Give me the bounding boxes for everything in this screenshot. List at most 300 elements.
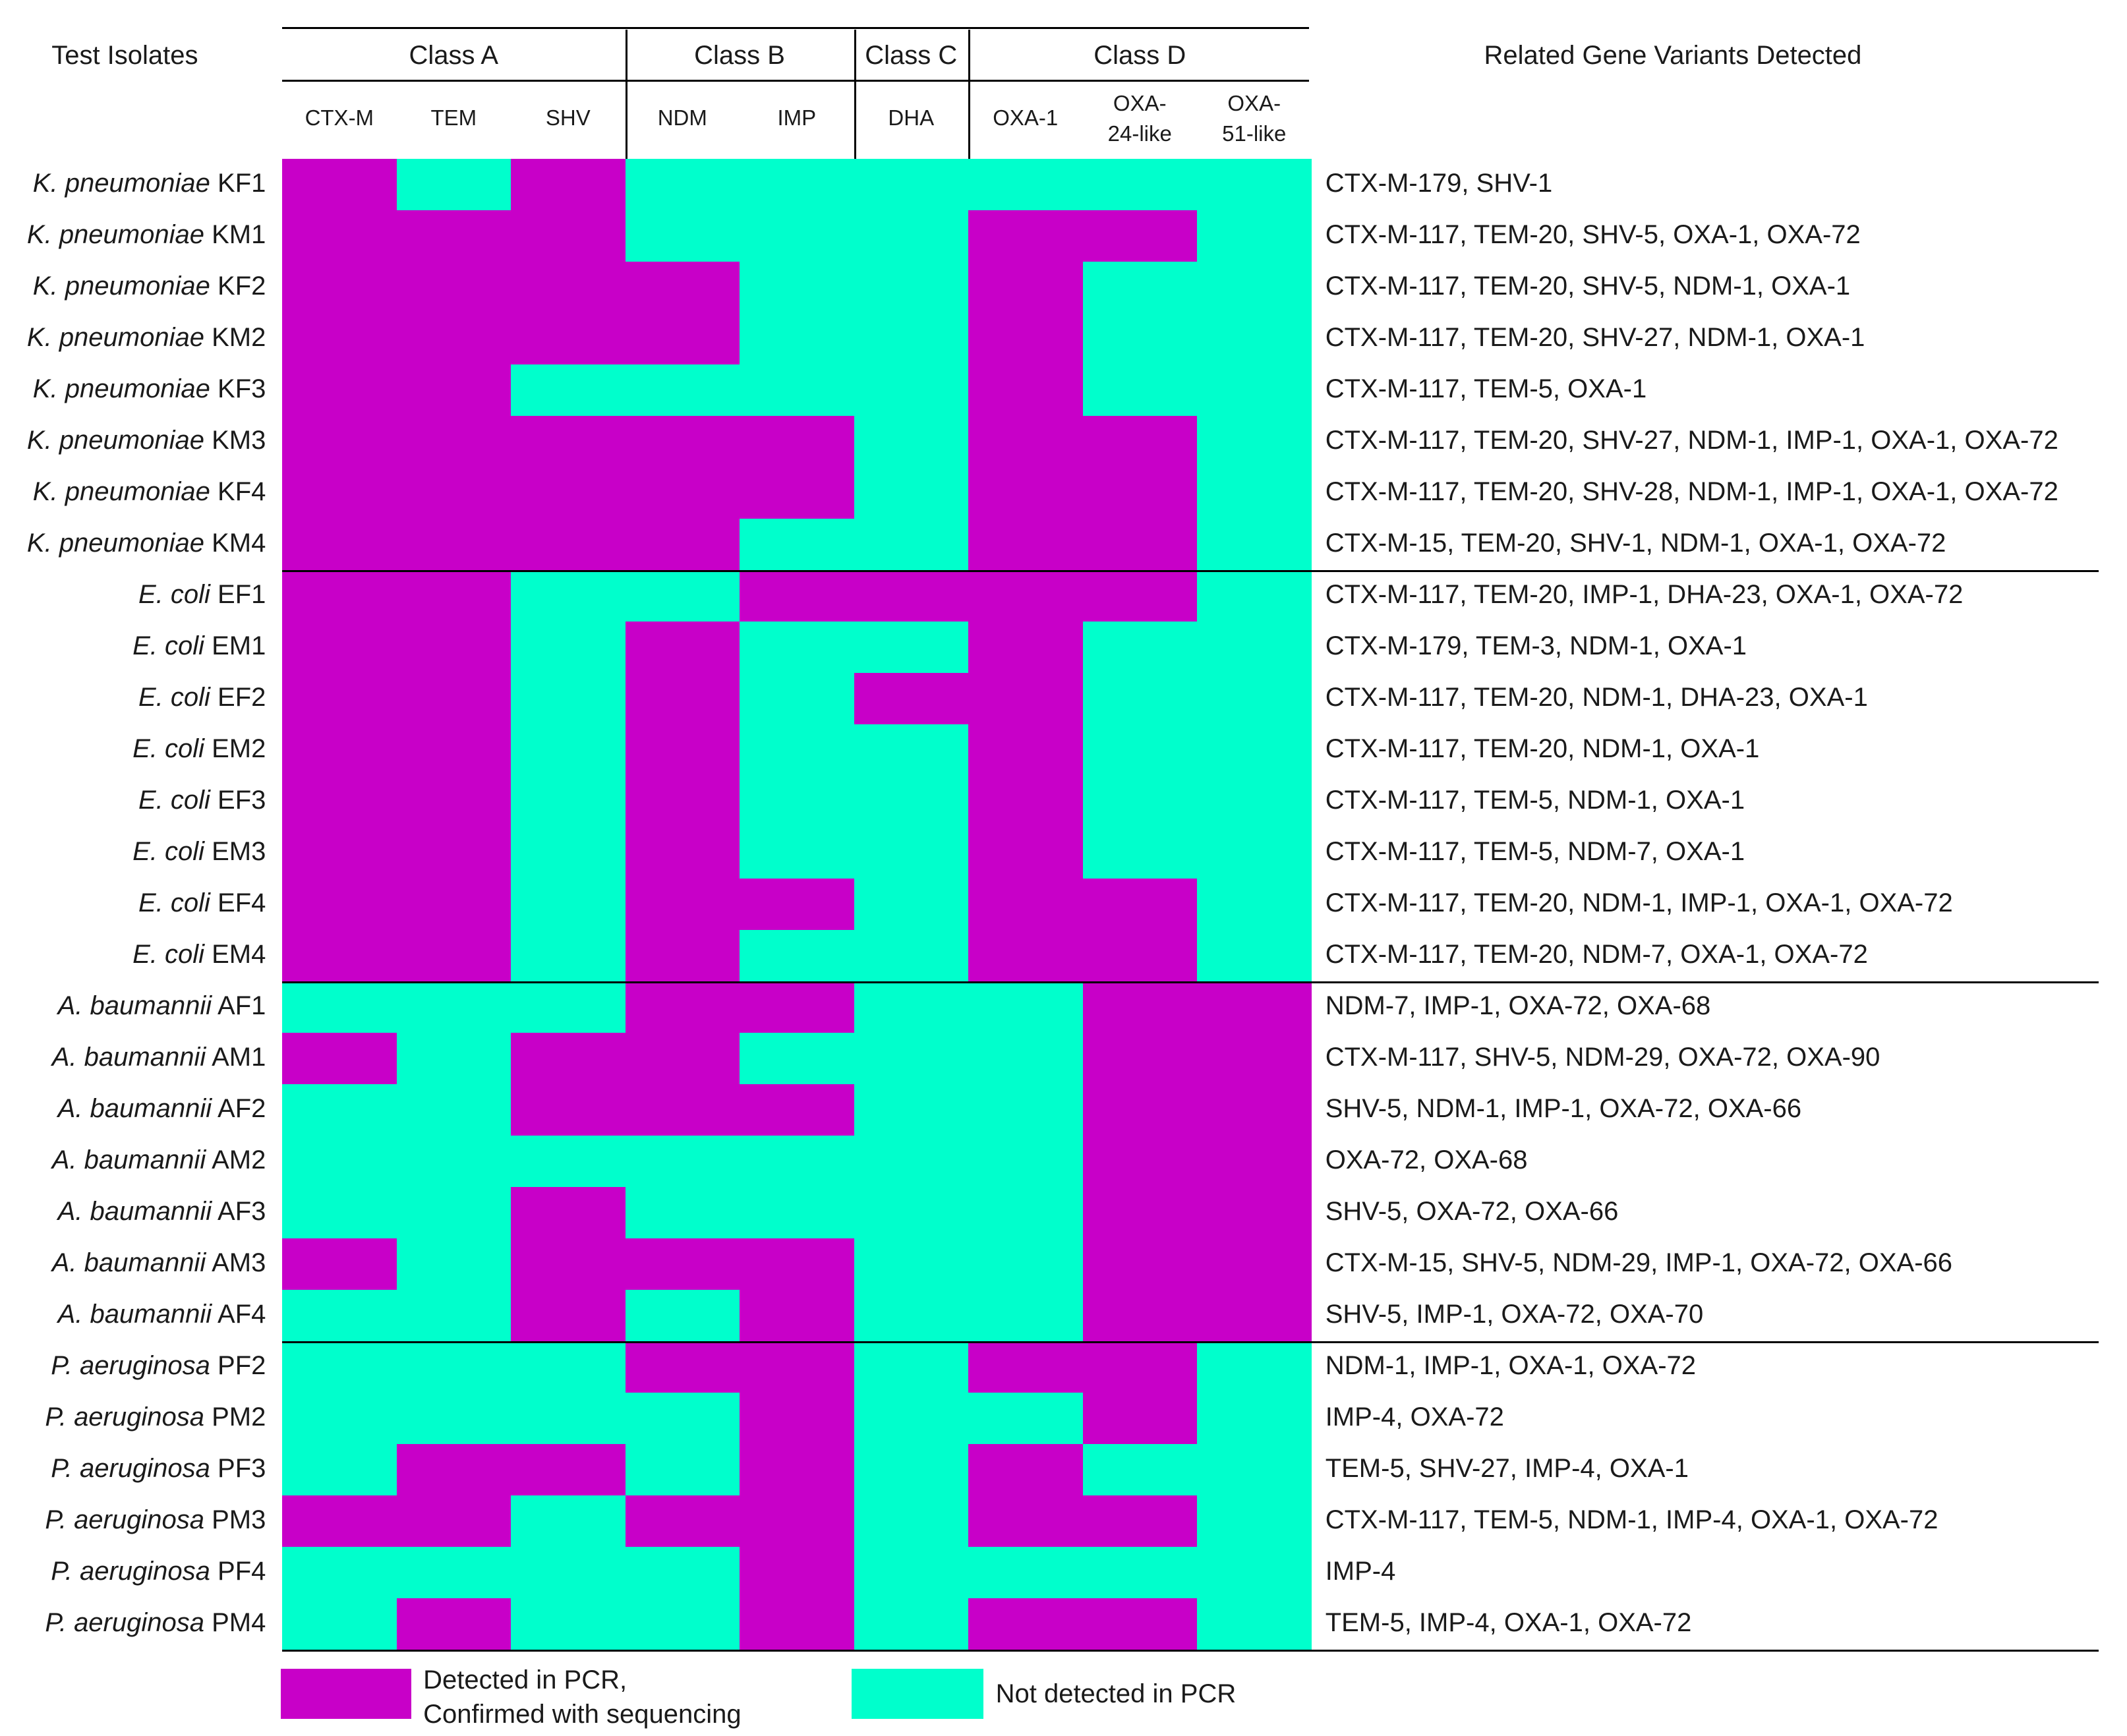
heatmap-cell (968, 1238, 1083, 1290)
class-divider (626, 30, 627, 159)
heatmap-cell (740, 570, 854, 622)
isolate-species: A. baumannii (57, 1299, 212, 1329)
isolate-id: PM4 (212, 1607, 266, 1637)
heatmap-cell (282, 519, 397, 571)
legend-detected-line: Detected in PCR, (423, 1665, 627, 1695)
heatmap-cell (282, 1444, 397, 1496)
heatmap-cell (1197, 1495, 1312, 1548)
isolate-label (33, 374, 266, 404)
heatmap-cell (968, 1290, 1083, 1342)
heatmap-cell (854, 930, 969, 982)
heatmap-cell (397, 981, 511, 1033)
class-header: Class B (694, 40, 785, 70)
isolate-label (51, 1351, 266, 1381)
heatmap-cell (511, 673, 626, 725)
heatmap-cell (397, 1547, 511, 1599)
isolate-label (132, 631, 266, 661)
heatmap-cell (1083, 1033, 1198, 1085)
heatmap-cell (968, 1393, 1083, 1445)
heatmap-cell (626, 622, 740, 674)
heatmap-cell (1083, 776, 1198, 828)
gene-header-line: SHV (545, 105, 591, 130)
isolate-id: EM2 (212, 734, 266, 763)
heatmap-cell (511, 467, 626, 519)
heatmap-cell (626, 1598, 740, 1650)
heatmap-cell (511, 776, 626, 828)
heatmap-cell (1083, 1238, 1198, 1290)
heatmap-cell (1197, 1187, 1312, 1239)
heatmap-cell (1197, 1290, 1312, 1342)
heatmap-cell (740, 673, 854, 725)
heatmap-cell (968, 776, 1083, 828)
heatmap-cell (1197, 1393, 1312, 1445)
heatmap-cell (740, 519, 854, 571)
isolate-label (51, 1454, 266, 1484)
isolate-label (138, 580, 266, 610)
heatmap-cell (626, 210, 740, 262)
group-divider (282, 570, 2099, 572)
heatmap-cell (282, 622, 397, 674)
isolate-id: AM3 (212, 1248, 266, 1277)
heatmap-cell (511, 1547, 626, 1599)
isolate-species: E. coli (132, 836, 204, 866)
heatmap-cell (1197, 827, 1312, 879)
heatmap-cell (511, 622, 626, 674)
heatmap-cell (1083, 467, 1198, 519)
isolate-id: KF3 (218, 374, 266, 403)
gene-header (1197, 88, 1311, 149)
legend-not-detected-label (996, 1677, 1237, 1711)
legend-detected-label (423, 1663, 741, 1731)
heatmap-cell (1083, 262, 1198, 314)
heatmap-cell (1197, 622, 1312, 674)
heatmap-cell (854, 1444, 969, 1496)
heatmap-cell (282, 1495, 397, 1548)
heatmap-cell (740, 1033, 854, 1085)
heatmap-cell (740, 1598, 854, 1650)
heatmap-cell (397, 724, 511, 776)
heatmap-cell (968, 364, 1083, 417)
heatmap-cell (1083, 1547, 1198, 1599)
heatmap-cell (282, 467, 397, 519)
heatmap-cell (397, 570, 511, 622)
heatmap-cell (968, 981, 1083, 1033)
variant-list: IMP-4 (1325, 1556, 1396, 1586)
variants-header: Related Gene Variants Detected (1484, 40, 1862, 70)
heatmap-cell (626, 673, 740, 725)
heatmap-cell (397, 364, 511, 417)
gene-header-line: 51-like (1222, 121, 1287, 146)
isolate-label (45, 1403, 266, 1432)
heatmap-cell (626, 1033, 740, 1085)
isolate-species: A. baumannii (57, 1196, 212, 1226)
isolate-label (132, 734, 266, 764)
isolate-id: AF3 (218, 1196, 266, 1226)
heatmap-cell (397, 622, 511, 674)
heatmap-cell (626, 879, 740, 931)
heatmap-cell (1083, 519, 1198, 571)
heatmap-cell (740, 1084, 854, 1136)
variant-list: CTX-M-179, TEM-3, NDM-1, OXA-1 (1325, 631, 1747, 660)
heatmap-cell (1197, 416, 1312, 468)
heatmap-cell (740, 1136, 854, 1188)
heatmap-cell (511, 1238, 626, 1290)
heatmap-cell (854, 724, 969, 776)
isolate-label (132, 837, 266, 867)
isolate-id: KM4 (212, 528, 266, 558)
gene-header (1083, 88, 1197, 149)
gene-header-line: CTX-M (305, 105, 374, 130)
class-divider (968, 30, 970, 159)
isolate-label (51, 1557, 266, 1586)
header-top-rule (282, 27, 1309, 29)
heatmap-cell (397, 673, 511, 725)
legend-detected-swatch (281, 1669, 411, 1719)
variant-list: CTX-M-117, TEM-5, NDM-1, OXA-1 (1325, 785, 1745, 815)
heatmap-cell (1197, 1444, 1312, 1496)
heatmap-cell (1197, 313, 1312, 365)
heatmap-cell (626, 724, 740, 776)
isolate-label (45, 1505, 266, 1535)
heatmap-cell (1083, 159, 1198, 211)
heatmap-cell (968, 930, 1083, 982)
variant-list: SHV-5, NDM-1, IMP-1, OXA-72, OXA-66 (1325, 1093, 1802, 1123)
heatmap-cell (968, 1084, 1083, 1136)
heatmap-cell (1083, 416, 1198, 468)
heatmap-cell (1083, 364, 1198, 417)
isolate-label (138, 786, 266, 815)
heatmap-cell (740, 724, 854, 776)
variant-list: CTX-M-117, TEM-20, NDM-7, OXA-1, OXA-72 (1325, 939, 1868, 969)
heatmap-cell (854, 1547, 969, 1599)
isolate-label (52, 1248, 266, 1278)
heatmap-cell (1083, 1444, 1198, 1496)
heatmap-cell (397, 262, 511, 314)
heatmap-cell (1197, 1238, 1312, 1290)
heatmap-cell (282, 313, 397, 365)
variant-list: NDM-1, IMP-1, OXA-1, OXA-72 (1325, 1350, 1697, 1380)
heatmap-cell (626, 364, 740, 417)
heatmap-cell (511, 1393, 626, 1445)
heatmap-cell (511, 570, 626, 622)
variant-list: CTX-M-117, TEM-20, SHV-28, NDM-1, IMP-1, OXA-1, OXA-72 (1325, 477, 2058, 506)
heatmap-cell (397, 1393, 511, 1445)
group-divider (282, 981, 2099, 983)
heatmap-cell (854, 313, 969, 365)
isolate-id: EF2 (218, 682, 266, 712)
heatmap-cell (511, 159, 626, 211)
heatmap-cell (397, 1598, 511, 1650)
isolate-species: E. coli (132, 734, 204, 763)
heatmap-cell (626, 1444, 740, 1496)
heatmap-cell (968, 1341, 1083, 1393)
heatmap-cell (854, 467, 969, 519)
isolate-id: EF4 (218, 888, 266, 917)
heatmap-cell (626, 1136, 740, 1188)
heatmap-cell (854, 776, 969, 828)
heatmap-cell (397, 1033, 511, 1085)
isolate-species: K. pneumoniae (32, 374, 210, 403)
heatmap-cell (1197, 1033, 1312, 1085)
heatmap-cell (397, 1187, 511, 1239)
heatmap-cell (626, 1495, 740, 1548)
isolate-label (58, 1094, 266, 1124)
gene-header (854, 103, 968, 133)
heatmap-cell (740, 1341, 854, 1393)
isolate-species: P. aeruginosa (51, 1453, 210, 1483)
isolate-label (45, 1608, 266, 1638)
heatmap-cell (740, 879, 854, 931)
heatmap-cell (740, 1444, 854, 1496)
heatmap-cell (282, 930, 397, 982)
isolate-id: KM2 (212, 322, 266, 352)
heatmap-cell (282, 1290, 397, 1342)
heatmap-cell (968, 210, 1083, 262)
variant-list: CTX-M-117, TEM-20, SHV-27, NDM-1, IMP-1, OXA-1, OXA-72 (1325, 425, 2058, 455)
heatmap-cell (1083, 210, 1198, 262)
heatmap-cell (854, 1290, 969, 1342)
heatmap-cell (1083, 570, 1198, 622)
isolate-species: K. pneumoniae (26, 322, 204, 352)
heatmap-cell (397, 1290, 511, 1342)
heatmap-cell (854, 1495, 969, 1548)
isolate-id: EF3 (218, 785, 266, 815)
heatmap-cell (626, 930, 740, 982)
heatmap-cell (626, 1547, 740, 1599)
legend-detected-line: Confirmed with sequencing (423, 1700, 742, 1729)
variant-list: CTX-M-117, TEM-20, SHV-5, NDM-1, OXA-1 (1325, 271, 1851, 301)
heatmap-cell (740, 622, 854, 674)
heatmap-cell (397, 159, 511, 211)
heatmap-cell (1083, 313, 1198, 365)
heatmap-cell (854, 879, 969, 931)
heatmap-cell (397, 1341, 511, 1393)
heatmap-cell (854, 416, 969, 468)
isolate-label (58, 991, 266, 1021)
heatmap-cell (626, 1341, 740, 1393)
heatmap-cell (397, 210, 511, 262)
isolate-id: AF4 (218, 1299, 266, 1329)
isolate-species: E. coli (132, 939, 204, 969)
heatmap-cell (740, 262, 854, 314)
gene-header-line: TEM (430, 105, 477, 130)
isolate-id: AF1 (218, 991, 266, 1020)
heatmap-cell (626, 1290, 740, 1342)
isolate-id: AM2 (212, 1145, 266, 1174)
heatmap-cell (397, 930, 511, 982)
variant-list: CTX-M-117, TEM-5, OXA-1 (1325, 374, 1647, 403)
heatmap-cell (854, 159, 969, 211)
heatmap-cell (854, 1084, 969, 1136)
variant-list: TEM-5, SHV-27, IMP-4, OXA-1 (1325, 1453, 1689, 1483)
heatmap-cell (740, 1547, 854, 1599)
heatmap-cell (511, 1290, 626, 1342)
variant-list: SHV-5, OXA-72, OXA-66 (1325, 1196, 1619, 1226)
isolate-id: EM4 (212, 939, 266, 969)
heatmap-cell (968, 570, 1083, 622)
heatmap-cell (1197, 879, 1312, 931)
heatmap-cell (1083, 827, 1198, 879)
heatmap-cell (1083, 1084, 1198, 1136)
gene-header (511, 103, 625, 133)
heatmap-cell (626, 416, 740, 468)
gene-header-line: 24-like (1107, 121, 1172, 146)
heatmap-cell (854, 827, 969, 879)
variant-list: CTX-M-15, TEM-20, SHV-1, NDM-1, OXA-1, OXA-72 (1325, 528, 1946, 558)
isolate-label (138, 888, 266, 918)
header-mid-rule (282, 80, 1309, 82)
isolate-label (33, 477, 266, 507)
heatmap-cell (854, 1187, 969, 1239)
isolate-id: KM3 (212, 425, 266, 455)
heatmap-cell (740, 776, 854, 828)
heatmap-cell (626, 313, 740, 365)
isolate-id: PM3 (212, 1505, 266, 1534)
heatmap-cell (968, 1444, 1083, 1496)
heatmap-cell (1083, 879, 1198, 931)
isolate-species: A. baumannii (57, 1093, 212, 1123)
heatmap-cell (282, 1393, 397, 1445)
gene-header-line: NDM (657, 105, 707, 130)
variant-list: CTX-M-117, TEM-20, NDM-1, OXA-1 (1325, 734, 1760, 763)
heatmap-cell (1197, 159, 1312, 211)
isolate-id: KF4 (218, 477, 266, 506)
heatmap-cell (854, 1341, 969, 1393)
heatmap-cell (854, 1033, 969, 1085)
gene-header-line: DHA (888, 105, 935, 130)
isolate-species: E. coli (138, 785, 210, 815)
heatmap-cell (397, 879, 511, 931)
heatmap-cell (626, 262, 740, 314)
isolate-id: EM1 (212, 631, 266, 660)
heatmap-cell (1083, 622, 1198, 674)
heatmap-cell (1083, 1393, 1198, 1445)
heatmap-cell (397, 1238, 511, 1290)
isolate-label (27, 220, 266, 250)
isolate-species: P. aeruginosa (45, 1607, 204, 1637)
heatmap-cell (1083, 930, 1198, 982)
isolate-id: AF2 (218, 1093, 266, 1123)
heatmap-cell (854, 210, 969, 262)
heatmap-cell (282, 1136, 397, 1188)
isolate-id: AM1 (212, 1042, 266, 1072)
heatmap-cell (282, 827, 397, 879)
isolate-species: E. coli (132, 631, 204, 660)
isolate-label (132, 940, 266, 969)
variant-list: SHV-5, IMP-1, OXA-72, OXA-70 (1325, 1299, 1704, 1329)
isolate-species: A. baumannii (51, 1145, 206, 1174)
heatmap-cell (1197, 724, 1312, 776)
heatmap-cell (740, 827, 854, 879)
heatmap-cell (511, 1187, 626, 1239)
variant-list: CTX-M-117, SHV-5, NDM-29, OXA-72, OXA-90 (1325, 1042, 1880, 1072)
heatmap-cell (511, 262, 626, 314)
heatmap-cell (511, 930, 626, 982)
heatmap-cell (740, 1187, 854, 1239)
heatmap-cell (511, 1341, 626, 1393)
heatmap-cell (1083, 673, 1198, 725)
heatmap-cell (1083, 724, 1198, 776)
heatmap-cell (626, 1238, 740, 1290)
heatmap-cell (1197, 262, 1312, 314)
isolate-species: K. pneumoniae (26, 528, 204, 558)
variant-list: CTX-M-15, SHV-5, NDM-29, IMP-1, OXA-72, OXA-66 (1325, 1248, 1953, 1277)
isolate-id: PF3 (218, 1453, 266, 1483)
isolate-label (27, 529, 266, 558)
heatmap-cell (968, 673, 1083, 725)
gene-header-line: IMP (777, 105, 817, 130)
heatmap-cell (1197, 570, 1312, 622)
heatmap-cell (282, 1598, 397, 1650)
heatmap-cell (1197, 210, 1312, 262)
heatmap-cell (397, 519, 511, 571)
gene-header (740, 103, 854, 133)
heatmap-cell (740, 313, 854, 365)
variant-list: CTX-M-117, TEM-20, SHV-27, NDM-1, OXA-1 (1325, 322, 1865, 352)
heatmap-cell (968, 1547, 1083, 1599)
heatmap-cell (1197, 467, 1312, 519)
heatmap-cell (397, 827, 511, 879)
variant-list: TEM-5, IMP-4, OXA-1, OXA-72 (1325, 1607, 1692, 1637)
heatmap-cell (1197, 1084, 1312, 1136)
heatmap-cell (1197, 1341, 1312, 1393)
heatmap-cell (968, 622, 1083, 674)
variant-list: CTX-M-117, TEM-20, NDM-1, IMP-1, OXA-1, OXA-72 (1325, 888, 1953, 917)
isolate-species: E. coli (138, 682, 210, 712)
heatmap-cell (397, 1136, 511, 1188)
heatmap-cell (282, 1238, 397, 1290)
isolate-species: K. pneumoniae (32, 271, 210, 301)
heatmap-cell (282, 1547, 397, 1599)
gene-header (626, 103, 740, 133)
heatmap-cell (626, 467, 740, 519)
heatmap-cell (282, 1341, 397, 1393)
heatmap-cell (968, 1136, 1083, 1188)
isolate-label (58, 1197, 266, 1227)
isolate-label (58, 1300, 266, 1329)
heatmap-cell (397, 416, 511, 468)
heatmap-cell (282, 879, 397, 931)
heatmap-cell (968, 1598, 1083, 1650)
heatmap-cell (511, 210, 626, 262)
heatmap-cell (740, 1290, 854, 1342)
heatmap-cell (511, 416, 626, 468)
legend-not-detected-swatch (852, 1669, 983, 1719)
heatmap-cell (740, 364, 854, 417)
heatmap-cell (397, 1084, 511, 1136)
heatmap-cell (740, 1495, 854, 1548)
heatmap-cell (511, 879, 626, 931)
heatmap-cell (968, 262, 1083, 314)
heatmap-cell (626, 827, 740, 879)
heatmap-cell (854, 519, 969, 571)
group-divider (282, 1341, 2099, 1343)
heatmap-cell (511, 364, 626, 417)
variant-list: NDM-7, IMP-1, OXA-72, OXA-68 (1325, 991, 1711, 1020)
isolate-label (27, 323, 266, 353)
heatmap-cell (397, 1495, 511, 1548)
grid-bottom-rule (282, 1650, 2099, 1652)
isolate-species: P. aeruginosa (45, 1402, 204, 1432)
class-header: Class D (1093, 40, 1186, 70)
heatmap-cell (282, 673, 397, 725)
heatmap-cell (854, 570, 969, 622)
heatmap-cell (282, 1033, 397, 1085)
isolate-id: PF4 (218, 1556, 266, 1586)
isolate-species: A. baumannii (57, 991, 212, 1020)
gene-header (397, 103, 511, 133)
isolate-id: PM2 (212, 1402, 266, 1432)
